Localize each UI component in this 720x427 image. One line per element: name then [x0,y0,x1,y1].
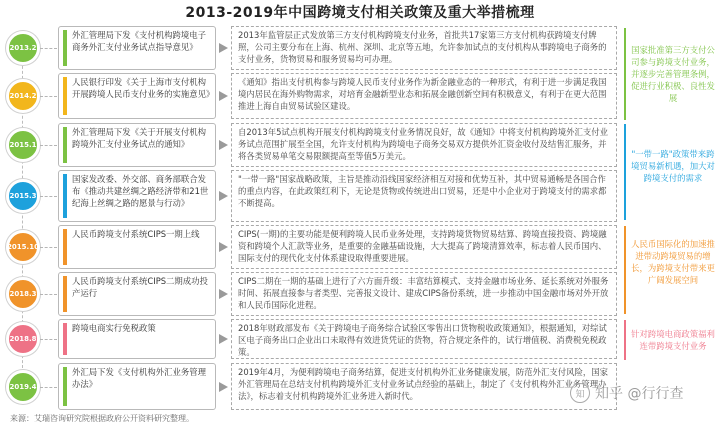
connector-line [40,145,57,146]
policy-box [58,319,216,359]
policy-text: 人民币跨境支付系统CIPS一期上线 [72,229,200,239]
policy-color-bar [63,77,67,115]
arrow-right-icon [219,334,228,344]
policy-color-bar [63,30,67,66]
policy-text: 人民币跨境支付系统CIPS二期成功投产运行 [72,276,208,298]
arrow-right-icon [219,242,228,252]
date-marker: 2015.10 [6,230,40,264]
date-marker: 2019.4 [6,370,40,404]
policy-color-bar [63,367,67,406]
connector-line [40,96,57,97]
policy-text: 人民银行印发《关于上海市支付机构开展跨境人民币支付业务的实施意见》 [72,77,215,99]
policy-box [58,26,216,70]
connector-line [40,247,57,248]
category-bracket [620,124,626,220]
page-title: 2013-2019年中国跨境支付相关政策及重大举措梳理 [185,5,535,21]
category-label: "一带一路"政策带来跨境贸易新机遇，加大对跨境支付的需求 [631,149,715,183]
arrow-right-icon [219,289,228,299]
arrow-right-icon [219,43,228,53]
policy-text: 外汇管理局下发《支付机构跨境电子商务外汇支付业务试点指导意见》 [72,30,206,52]
description-box: 《通知》指出支付机构参与跨境人民币支付业务作为新金融业态的一种形式，有利于进一步满足我国境内居民在海外购物需求，对培育金融新型业态和拓展金融创新空间有积极意义，有利于在更大范围推进上海自由贸易试验区建设。 [231,73,617,119]
arrow-right-icon [219,191,228,201]
policy-color-bar [63,127,67,163]
zhihu-logo-icon: 知 [570,383,590,403]
policy-text: 跨境电商实行免税政策 [72,323,156,333]
arrow-right-icon [219,91,228,101]
policy-color-bar [63,323,67,355]
category-label: 国家批准第三方支付公司参与跨境支付业务，并逐步完善管理条例，促进行业积极、良性发展 [631,45,715,103]
policy-color-bar [63,229,67,265]
date-marker: 2015.1 [6,128,40,162]
policy-box [58,225,216,269]
description-box: CIPS二期在一期的基础上进行了六方面升级：丰富结算模式、支持金融市场业务、延长系统对外服务时间、拓展直接参与者类型、完善报文设计、建成CIPS备份系统，进一步推动中国金融市场对外开放和人民币国际化进程。 [231,272,617,316]
description-box: 2013年监管层正式发放第三方支付机构跨境支付业务，首批共17家第三方支付机构获跨境支付牌照，公司主要分布在上海、杭州、深圳、北京等五地，允许参加试点的支付机构从事跨境电子商务的支付业务，货物贸易和服务贸易均可办理。 [231,26,617,70]
description-box: CIPS(一期)的主要功能是便利跨境人民币业务处理，支持跨境货物贸易结算、跨境直接投资、跨境融资和跨境个人汇款等业务，是重要的金融基础设施，大大提高了跨境清算效率，标志着人民币国内、国际支付的现代化支付体系建设取得重要进展。 [231,225,617,269]
policy-text: 外汇管理局下发《关于开展支付机构跨境外汇支付业务试点的通知》 [72,127,206,149]
watermark-text: 知乎 @行行查 [595,386,684,402]
date-marker: 2014.2 [6,79,40,113]
connector-line [40,339,57,340]
connector-line [40,48,57,49]
connector-line [40,294,57,295]
policy-box [58,363,216,410]
description-box: 2018年财政部发布《关于跨境电子商务综合试验区零售出口货物税收政策通知》，根据通知，对综试区电子商务出口企业出口未取得有效进货凭证的货物，符合规定条件的，试行增值税、消费税免税政策。 [231,319,617,359]
policy-box [58,272,216,316]
date-marker: 2013.2 [6,31,40,65]
date-marker: 2015.3 [6,179,40,213]
category-label: 人民币国际化的加速推进带动跨境贸易的增长，为跨境支付带来更广阔发展空间 [631,239,715,285]
category-bracket [620,28,626,120]
arrow-right-icon [219,140,228,150]
description-box: 自2013年5试点机构开展支付机构跨境支付业务情况良好，故《通知》中将支付机构跨境外汇支付业务试点范围扩展至全国，允许支付机构为跨境电子商务交易双方提供外汇资金收付及结售汇服务，并将各类贸易单笔交易限额提高至等值5万美元。 [231,123,617,167]
policy-box [58,170,216,222]
policy-color-bar [63,276,67,312]
policy-text: 外汇局下发《支付机构外汇业务管理办法》 [72,367,206,389]
connector-line [40,196,57,197]
date-marker: 2018.3 [6,277,40,311]
policy-box [58,123,216,167]
policy-color-bar [63,174,67,218]
policy-text: 国家发改委、外交部、商务部联合发布《推动共建丝绸之路经济带和21世纪海上丝绸之路的愿景与行动》 [72,174,209,208]
description-box: 2019年4月，为便利跨境电子商务结算，促进支付机构外汇业务健康发展，防范外汇支付风险，国家外汇管理局在总结支付机构跨境外汇支付业务试点经验的基础上，制定了《支付机构外汇业务管理办法》，标志着支付机构跨境外汇业务进入新时代。 [231,363,617,410]
watermark [570,383,683,403]
description-box: "一带一路"国家战略政策，主旨是推动沿线国家经济相互对接和优势互补，其中贸易通畅是各国合作的重点内容，在此政策红利下，无论是货物或传统进出口贸易，还是中小企业对于跨境支付的需求都不断提高。 [231,170,617,222]
category-bracket [620,320,626,360]
category-label: 针对跨境电商政策福利连带跨境支付业务 [631,329,715,351]
connector-line [40,387,57,388]
date-marker: 2018.8 [6,322,40,356]
policy-box [58,73,216,119]
source-note: 来源：艾瑞咨询研究院根据政府公开资料研究整理。 [10,414,194,423]
category-bracket [620,226,626,314]
arrow-right-icon [219,382,228,392]
